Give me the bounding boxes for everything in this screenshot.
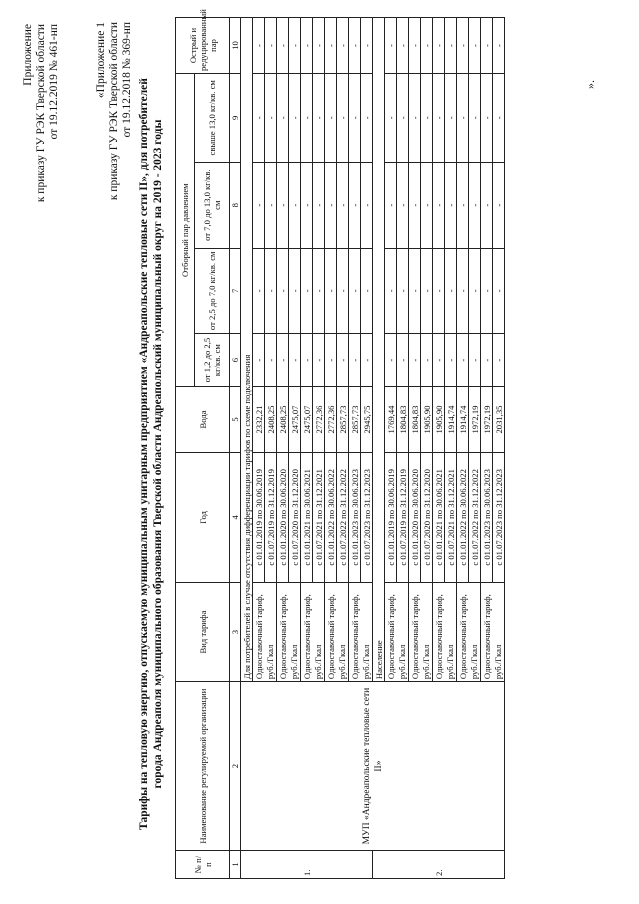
empty-value-dash: - [361, 162, 373, 248]
header-line: к приказу ГУ РЭК Тверской области [35, 24, 47, 203]
empty-value-dash: - [481, 333, 493, 387]
empty-value-dash: - [481, 248, 493, 333]
empty-value-dash: - [433, 333, 445, 387]
empty-value-dash: - [445, 333, 457, 387]
empty-value-dash: - [469, 18, 481, 74]
water-tariff: 1804,83 [397, 387, 409, 452]
empty-value-dash: - [349, 162, 361, 248]
water-tariff: 1769,44 [385, 387, 397, 452]
empty-value-dash: - [349, 248, 361, 333]
header-pressure-3: от 7,0 до 13,0 кг/кв. см [195, 162, 230, 248]
organization-name: МУП «Андреапольские тепловые сети II» [241, 682, 505, 851]
empty-value-dash: - [493, 162, 505, 248]
section-row [241, 18, 253, 879]
empty-value-dash: - [301, 18, 313, 74]
empty-value-dash: - [397, 248, 409, 333]
tariff-period: с 01.07.2020 по 31.12.2020 [421, 452, 433, 582]
empty-value-dash: - [337, 162, 349, 248]
empty-value-dash: - [469, 162, 481, 248]
header-line: к приказу ГУ РЭК Тверской области [108, 22, 120, 201]
header-year: Год [176, 452, 230, 582]
empty-value-dash: - [493, 18, 505, 74]
header-num: № п/ п [176, 851, 230, 879]
empty-value-dash: - [397, 333, 409, 387]
tariff-type: Одноставочный тариф, руб./Гкал [325, 583, 349, 682]
empty-value-dash: - [421, 18, 433, 74]
header-steam-group: Отборный пар давлением [176, 74, 195, 387]
empty-value-dash: - [433, 162, 445, 248]
table-body [241, 18, 505, 879]
tariff-period: с 01.07.2021 по 31.12.2021 [445, 452, 457, 582]
tariff-period: с 01.01.2023 по 30.06.2023 [481, 452, 493, 582]
rotated-landscape-page [0, 4, 639, 904]
tariff-period: с 01.07.2023 по 31.12.2023 [493, 452, 505, 582]
water-tariff: 1972,19 [481, 387, 493, 452]
empty-value-dash: - [325, 162, 337, 248]
column-number: 2 [230, 682, 241, 851]
tariff-period: с 01.07.2019 по 31.12.2019 [265, 452, 277, 582]
column-number: 1 [230, 851, 241, 879]
tariff-period: с 01.01.2021 по 30.06.2021 [301, 452, 313, 582]
empty-value-dash: - [253, 333, 265, 387]
empty-value-dash: - [421, 333, 433, 387]
empty-value-dash: - [289, 74, 301, 163]
empty-value-dash: - [385, 162, 397, 248]
section-number: 2. [373, 851, 505, 879]
empty-value-dash: - [433, 74, 445, 163]
empty-value-dash: - [313, 333, 325, 387]
header-tariff-type: Вид тарифа [176, 583, 230, 682]
empty-value-dash: - [277, 162, 289, 248]
column-number: 5 [230, 387, 241, 452]
title-line: Тарифы на тепловую энергию, отпускаемую муниципальным унитарным предприятием «Андреапольские тепловые сети II», для потребителей [138, 78, 150, 830]
header-line: от 19.12.2019 № 461-нп [48, 24, 60, 140]
header-water: Вода [176, 387, 230, 452]
empty-value-dash: - [493, 248, 505, 333]
closing-quote: ». [583, 80, 597, 89]
tariff-type: Одноставочный тариф, руб./Гкал [253, 583, 277, 682]
empty-value-dash: - [469, 248, 481, 333]
empty-value-dash: - [265, 18, 277, 74]
empty-value-dash: - [325, 333, 337, 387]
tariff-period: с 01.01.2019 по 30.06.2019 [385, 452, 397, 582]
empty-value-dash: - [385, 248, 397, 333]
empty-value-dash: - [457, 74, 469, 163]
empty-value-dash: - [253, 248, 265, 333]
empty-value-dash: - [361, 18, 373, 74]
empty-value-dash: - [397, 162, 409, 248]
header-line: Приложение [22, 24, 34, 86]
water-tariff: 2475,07 [289, 387, 301, 452]
empty-value-dash: - [457, 18, 469, 74]
empty-value-dash: - [265, 162, 277, 248]
water-tariff: 1905,90 [421, 387, 433, 452]
empty-value-dash: - [337, 248, 349, 333]
header-line: от 19.12.2018 № 369-нп [121, 22, 133, 138]
tariff-type: Одноставочный тариф, руб./Гкал [277, 583, 301, 682]
empty-value-dash: - [457, 162, 469, 248]
empty-value-dash: - [337, 74, 349, 163]
column-number: 7 [230, 248, 241, 333]
empty-value-dash: - [265, 74, 277, 163]
column-number: 4 [230, 452, 241, 582]
empty-value-dash: - [253, 18, 265, 74]
header-pressure-1: от 1,2 до 2,5 кг/кв. см [195, 333, 230, 387]
section-label: Для потребителей в случае отсутствия дифференциации тарифов по схеме подключения [241, 18, 253, 682]
empty-value-dash: - [349, 333, 361, 387]
empty-value-dash: - [361, 248, 373, 333]
tariff-period: с 01.01.2019 по 30.06.2019 [253, 452, 265, 582]
empty-value-dash: - [409, 248, 421, 333]
empty-value-dash: - [481, 74, 493, 163]
water-tariff: 1804,83 [409, 387, 421, 452]
water-tariff: 2408,25 [265, 387, 277, 452]
empty-value-dash: - [277, 74, 289, 163]
header-pressure-4: свыше 13,0 кг/кв. см [195, 74, 230, 163]
empty-value-dash: - [457, 333, 469, 387]
header-pressure-2: от 2,5 до 7,0 кг/кв. см [195, 248, 230, 333]
water-tariff: 2475,07 [301, 387, 313, 452]
empty-value-dash: - [253, 74, 265, 163]
empty-value-dash: - [493, 333, 505, 387]
column-number: 6 [230, 333, 241, 387]
empty-value-dash: - [289, 333, 301, 387]
empty-value-dash: - [337, 333, 349, 387]
empty-value-dash: - [433, 18, 445, 74]
tariff-period: с 01.01.2023 по 30.06.2023 [349, 452, 361, 582]
water-tariff: 2945,75 [361, 387, 373, 452]
empty-value-dash: - [265, 248, 277, 333]
water-tariff: 2772,36 [325, 387, 337, 452]
tariff-type: Одноставочный тариф, руб./Гкал [385, 583, 409, 682]
empty-value-dash: - [349, 18, 361, 74]
empty-value-dash: - [325, 74, 337, 163]
title-line: города Андреаполя муниципального образования Тверской области Андреапольский муниципальный округ на 2019 - 2023 годы [152, 119, 164, 789]
header-sharp-steam: Острый и редуцированный пар [176, 18, 230, 74]
water-tariff: 1905,90 [433, 387, 445, 452]
tariff-period: с 01.01.2020 по 30.06.2020 [277, 452, 289, 582]
empty-value-dash: - [277, 18, 289, 74]
water-tariff: 2408,25 [277, 387, 289, 452]
column-number-row [230, 18, 241, 879]
empty-value-dash: - [421, 248, 433, 333]
water-tariff: 1914,74 [445, 387, 457, 452]
empty-value-dash: - [301, 74, 313, 163]
tariff-period: с 01.07.2020 по 31.12.2020 [289, 452, 301, 582]
column-number: 10 [230, 18, 241, 74]
tariff-period: с 01.07.2019 по 31.12.2019 [397, 452, 409, 582]
empty-value-dash: - [409, 74, 421, 163]
empty-value-dash: - [361, 74, 373, 163]
empty-value-dash: - [445, 248, 457, 333]
tariff-table [175, 9, 505, 879]
empty-value-dash: - [277, 333, 289, 387]
empty-value-dash: - [433, 248, 445, 333]
empty-value-dash: - [265, 333, 277, 387]
empty-value-dash: - [385, 74, 397, 163]
tariff-type: Одноставочный тариф, руб./Гкал [301, 583, 325, 682]
tariff-period: с 01.01.2021 по 30.06.2021 [433, 452, 445, 582]
water-tariff: 2857,73 [349, 387, 361, 452]
water-tariff: 2857,73 [337, 387, 349, 452]
empty-value-dash: - [325, 248, 337, 333]
water-tariff: 2031,35 [493, 387, 505, 452]
empty-value-dash: - [277, 248, 289, 333]
tariff-type: Одноставочный тариф, руб./Гкал [349, 583, 373, 682]
tariff-type: Одноставочный тариф, руб./Гкал [433, 583, 457, 682]
empty-value-dash: - [445, 162, 457, 248]
tariff-type: Одноставочный тариф, руб./Гкал [481, 583, 505, 682]
empty-value-dash: - [289, 248, 301, 333]
tariff-period: с 01.01.2020 по 30.06.2020 [409, 452, 421, 582]
water-tariff: 2332,21 [253, 387, 265, 452]
empty-value-dash: - [253, 162, 265, 248]
empty-value-dash: - [313, 248, 325, 333]
tariff-type: Одноставочный тариф, руб./Гкал [457, 583, 481, 682]
document-title [137, 24, 165, 884]
tariff-period: с 01.07.2023 по 31.12.2023 [361, 452, 373, 582]
empty-value-dash: - [445, 74, 457, 163]
tariff-period: с 01.01.2022 по 30.06.2022 [325, 452, 337, 582]
empty-value-dash: - [397, 74, 409, 163]
water-tariff: 1972,19 [469, 387, 481, 452]
empty-value-dash: - [337, 18, 349, 74]
tariff-period: с 01.07.2022 по 31.12.2022 [469, 452, 481, 582]
empty-value-dash: - [421, 162, 433, 248]
empty-value-dash: - [493, 74, 505, 163]
empty-value-dash: - [361, 333, 373, 387]
section-number: 1. [241, 851, 373, 879]
tariff-period: с 01.07.2022 по 31.12.2022 [337, 452, 349, 582]
empty-value-dash: - [349, 74, 361, 163]
column-number: 8 [230, 162, 241, 248]
empty-value-dash: - [313, 18, 325, 74]
tariff-period: с 01.01.2022 по 30.06.2022 [457, 452, 469, 582]
tariff-type: Одноставочный тариф, руб./Гкал [409, 583, 433, 682]
empty-value-dash: - [385, 18, 397, 74]
reference-header [95, 22, 134, 254]
order-header [22, 24, 61, 214]
empty-value-dash: - [409, 162, 421, 248]
empty-value-dash: - [301, 333, 313, 387]
empty-value-dash: - [313, 162, 325, 248]
empty-value-dash: - [481, 18, 493, 74]
empty-value-dash: - [457, 248, 469, 333]
water-tariff: 2772,36 [313, 387, 325, 452]
empty-value-dash: - [301, 248, 313, 333]
empty-value-dash: - [325, 18, 337, 74]
header-line: «Приложение 1 [95, 22, 107, 99]
empty-value-dash: - [409, 333, 421, 387]
empty-value-dash: - [289, 18, 301, 74]
empty-value-dash: - [301, 162, 313, 248]
header-org: Наименование регулируемой организации [176, 682, 230, 851]
section-label: Население [373, 18, 385, 682]
empty-value-dash: - [289, 162, 301, 248]
empty-value-dash: - [445, 18, 457, 74]
empty-value-dash: - [397, 18, 409, 74]
empty-value-dash: - [409, 18, 421, 74]
empty-value-dash: - [481, 162, 493, 248]
column-number: 3 [230, 583, 241, 682]
empty-value-dash: - [313, 74, 325, 163]
water-tariff: 1914,74 [457, 387, 469, 452]
table-header-row [176, 18, 195, 879]
empty-value-dash: - [421, 74, 433, 163]
column-number: 9 [230, 74, 241, 163]
tariff-period: с 01.07.2021 по 31.12.2021 [313, 452, 325, 582]
empty-value-dash: - [469, 74, 481, 163]
empty-value-dash: - [469, 333, 481, 387]
empty-value-dash: - [385, 333, 397, 387]
